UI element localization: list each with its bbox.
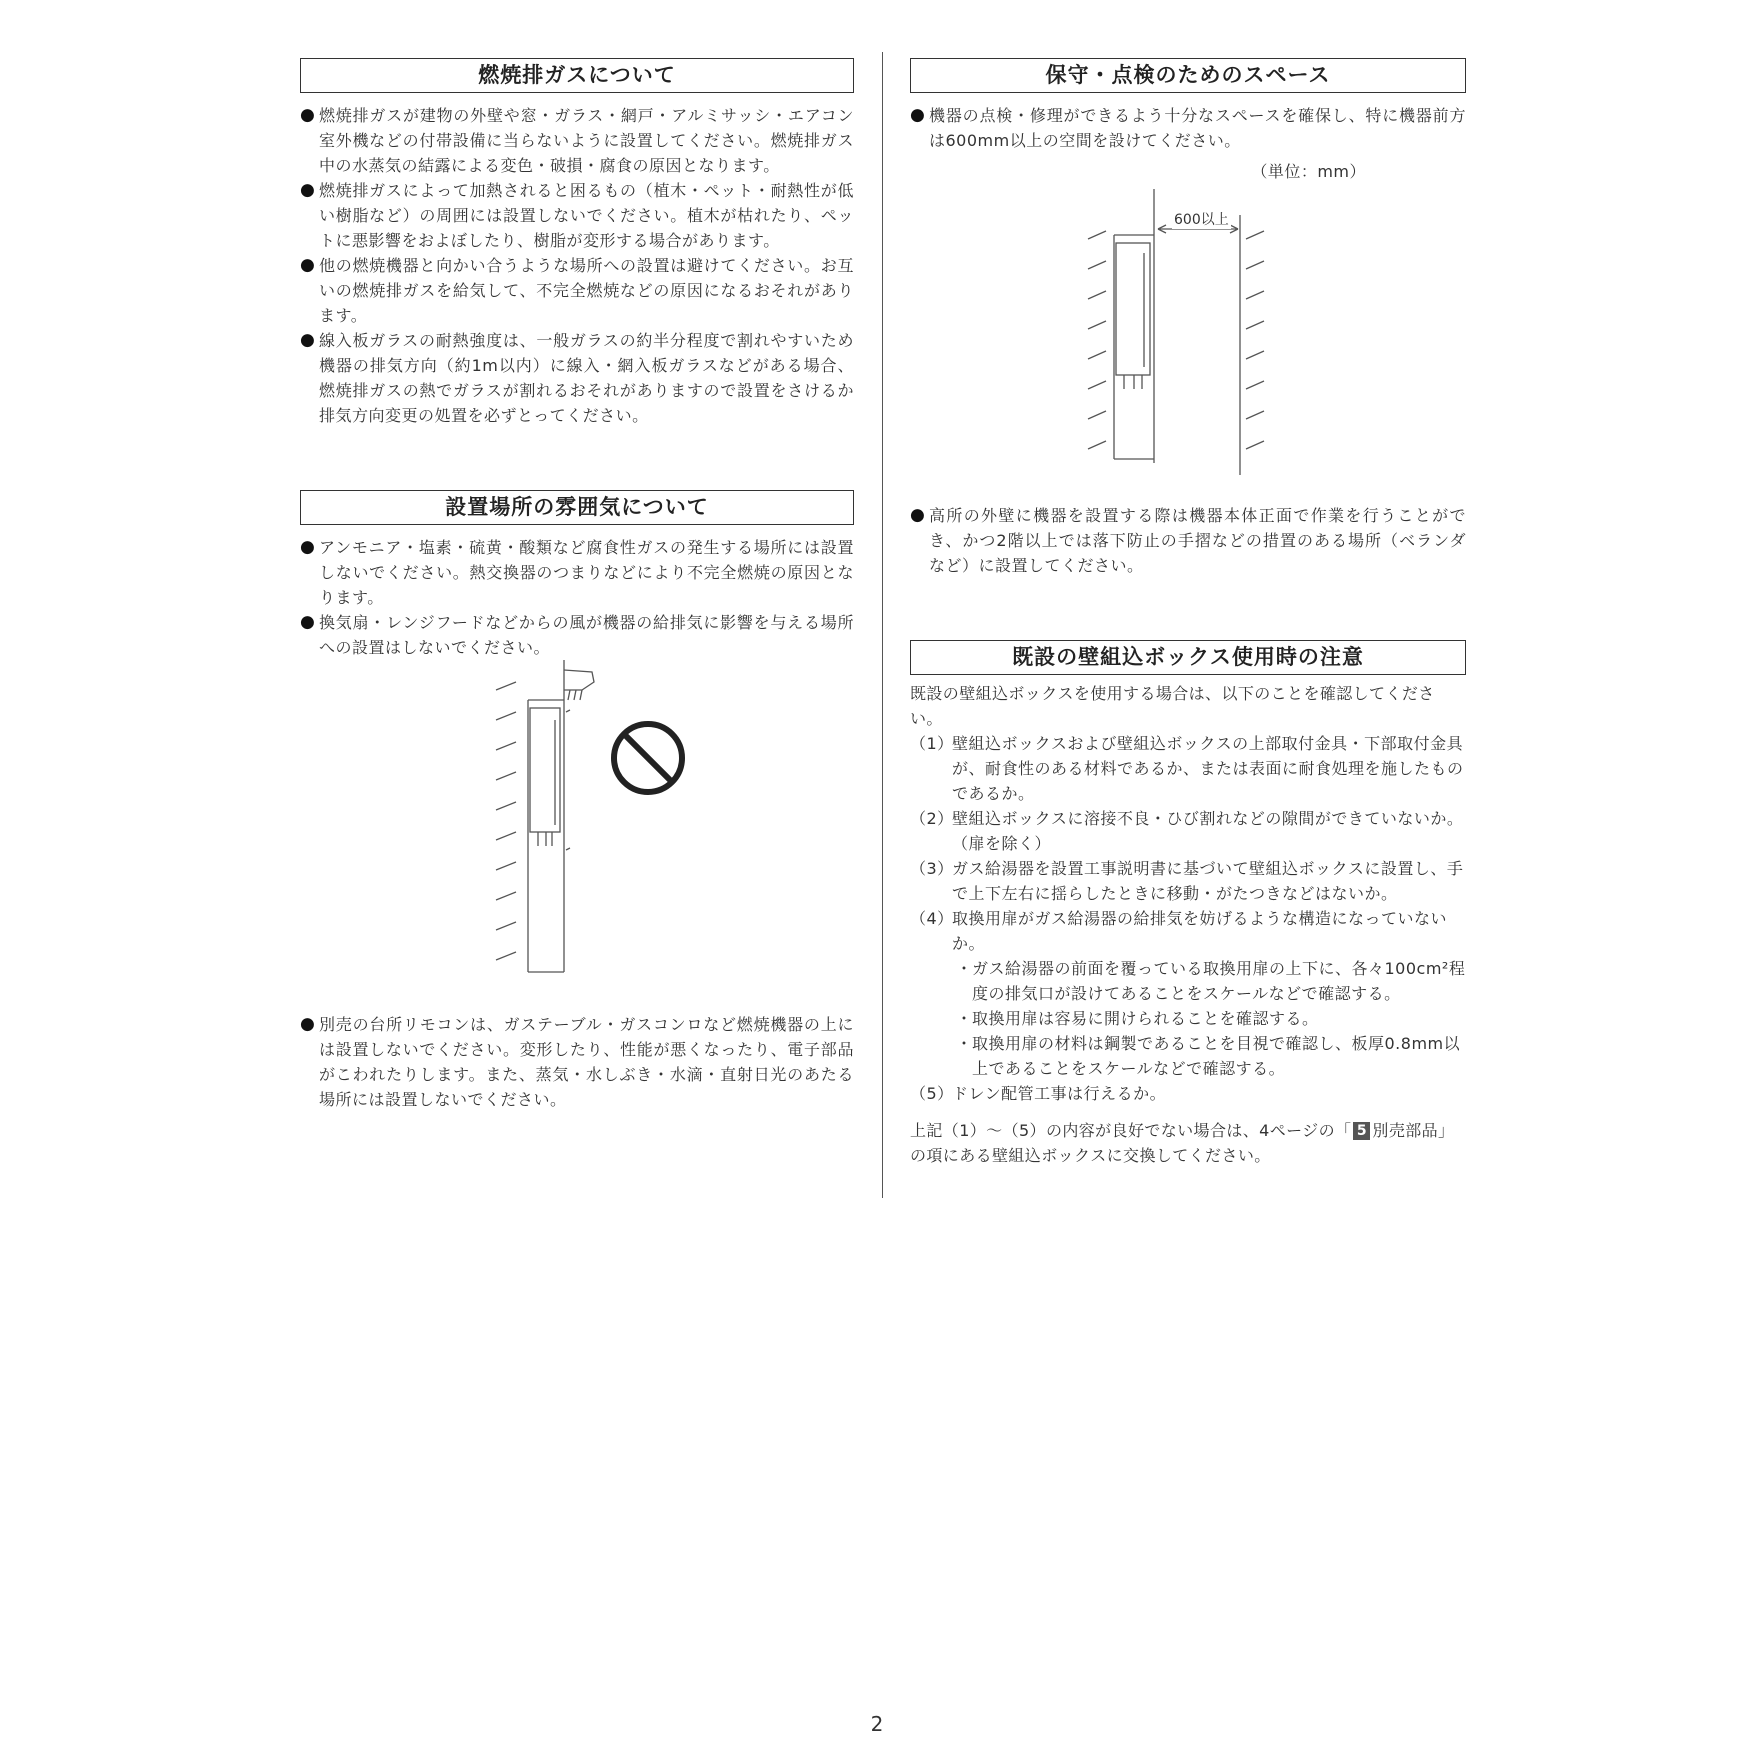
bullet-icon: ● <box>300 180 316 200</box>
list-item: ・ 取換用扉は容易に開けられることを確認する。 <box>956 1009 1319 1028</box>
dimension-label: 600以上 <box>1172 209 1231 229</box>
maintenance-list <box>910 103 1466 153</box>
page-number: 2 <box>870 1712 884 1736</box>
right-column <box>910 58 1466 1168</box>
atmosphere-section-title: 設置場所の雰囲気について <box>300 490 854 525</box>
bullet-icon: ● <box>910 505 926 525</box>
exhaust-section-title: 燃焼排ガスについて <box>300 58 854 93</box>
prohibited-range-hood-figure <box>300 660 854 990</box>
bullet-icon: ● <box>910 105 926 125</box>
unit-label: （単位：mm） <box>1251 162 1366 181</box>
bullet-icon: ● <box>300 330 316 350</box>
range-hood-illustration <box>300 660 854 990</box>
list-item: ● 燃焼排ガスが建物の外壁や窓・ガラス・網戸・アルミサッシ・エアコン室外機などの付帯設備に当らないように設置してください。燃焼排ガス中の水蒸気の結露による変色・破損・腐食の原因となります。 <box>300 105 854 175</box>
left-column <box>300 58 854 1112</box>
wallbox-sublist <box>910 956 1466 1081</box>
bullet-icon: ● <box>300 1014 316 1034</box>
bullet-icon: ● <box>300 255 316 275</box>
list-item: ● 別売の台所リモコンは、ガステーブル・ガスコンロなど燃焼機器の上には設置しないでください。変形したり、性能が悪くなったり、電子部品がこわれたりします。また、蒸気・水しぶき・水滴・直射日光のあたる場所には設置しないでください。 <box>300 1014 854 1109</box>
section-number-badge: 5 <box>1353 1122 1370 1140</box>
list-item: （5） ドレン配管工事は行えるか。 <box>910 1084 1167 1103</box>
list-item: （1） 壁組込ボックスおよび壁組込ボックスの上部取付金具・下部取付金具が、耐食性のある材料であるか、または表面に耐食処理を施したものであるか。 <box>910 734 1464 803</box>
exhaust-list <box>300 103 854 428</box>
list-item: ● アンモニア・塩素・硫黄・酸類など腐食性ガスの発生する場所には設置しないでください。熱交換器のつまりなどにより不完全燃焼の原因となります。 <box>300 537 854 607</box>
list-item: （3） ガス給湯器を設置工事説明書に基づいて壁組込ボックスに設置し、手で上下左右に揺らしたときに移動・がたつきなどはないか。 <box>910 859 1464 903</box>
list-item: ● 高所の外壁に機器を設置する際は機器本体正面で作業を行うことができ、かつ2階以上では落下防止の手摺などの措置のある場所（ベランダなど）に設置してください。 <box>910 505 1466 575</box>
wallbox-outro: 上記（1）～（5）の内容が良好でない場合は、4ページの「 5 別売部品」の項にある壁組込ボックスに交換してください。 <box>910 1121 1455 1165</box>
atmosphere-list <box>300 535 854 660</box>
list-item: （4） 取換用扉がガス給湯器の給排気を妨げるような構造になっていないか。 <box>910 909 1448 953</box>
column-divider <box>882 52 883 1198</box>
list-item: ● 機器の点検・修理ができるよう十分なスペースを確保し、特に機器前方は600mm以上の空間を設けてください。 <box>910 105 1466 150</box>
list-item: ● 他の燃焼機器と向かい合うような場所への設置は避けてください。お互いの燃焼排ガスを給気して、不完全燃焼などの原因になるおそれがあります。 <box>300 255 854 325</box>
list-item: ● 燃焼排ガスによって加熱されると困るもの（植木・ペット・耐熱性が低い樹脂など）の周囲には設置しないでください。植木が枯れたり、ペットに悪影響をおよぼしたり、樹脂が変形する場合があります。 <box>300 180 854 250</box>
bullet-icon: ● <box>300 537 316 557</box>
list-item: ● 線入板ガラスの耐熱強度は、一般ガラスの約半分程度で割れやすいため機器の排気方向（約1m以内）に線入・網入板ガラスなどがある場合、燃焼排ガスの熱でガラスが割れるおそれがありますので設置をさけるか排気方向変更の処置を必ずとってください。 <box>300 330 854 425</box>
prohibition-icon <box>614 724 682 792</box>
remote-list <box>300 1012 854 1112</box>
wallbox-checklist-5 <box>910 1081 1466 1106</box>
list-item: ・ ガス給湯器の前面を覆っている取換用扉の上下に、各々100cm²程度の排気口が設けてあることをスケールなどで確認する。 <box>956 959 1466 1003</box>
wallbox-section-title: 既設の壁組込ボックス使用時の注意 <box>910 640 1466 675</box>
list-item: （2） 壁組込ボックスに溶接不良・ひび割れなどの隙間ができていないか。（扉を除く） <box>910 809 1464 853</box>
list-item: ● 換気扇・レンジフードなどからの風が機器の給排気に影響を与える場所への設置はしないでください。 <box>300 612 854 657</box>
maintenance-list-2 <box>910 503 1466 578</box>
wallbox-intro: 既設の壁組込ボックスを使用する場合は、以下のことを確認してください。 <box>910 684 1435 728</box>
list-item: ・ 取換用扉の材料は鋼製であることを目視で確認し、板厚0.8mm以上であることをスケールなどで確認する。 <box>956 1034 1461 1078</box>
maintenance-space-figure <box>910 153 1466 493</box>
bullet-icon: ● <box>300 612 316 632</box>
wallbox-checklist <box>910 731 1466 956</box>
bullet-icon: ● <box>300 105 316 125</box>
maintenance-section-title: 保守・点検のためのスペース <box>910 58 1466 93</box>
maintenance-space-illustration <box>910 153 1466 493</box>
